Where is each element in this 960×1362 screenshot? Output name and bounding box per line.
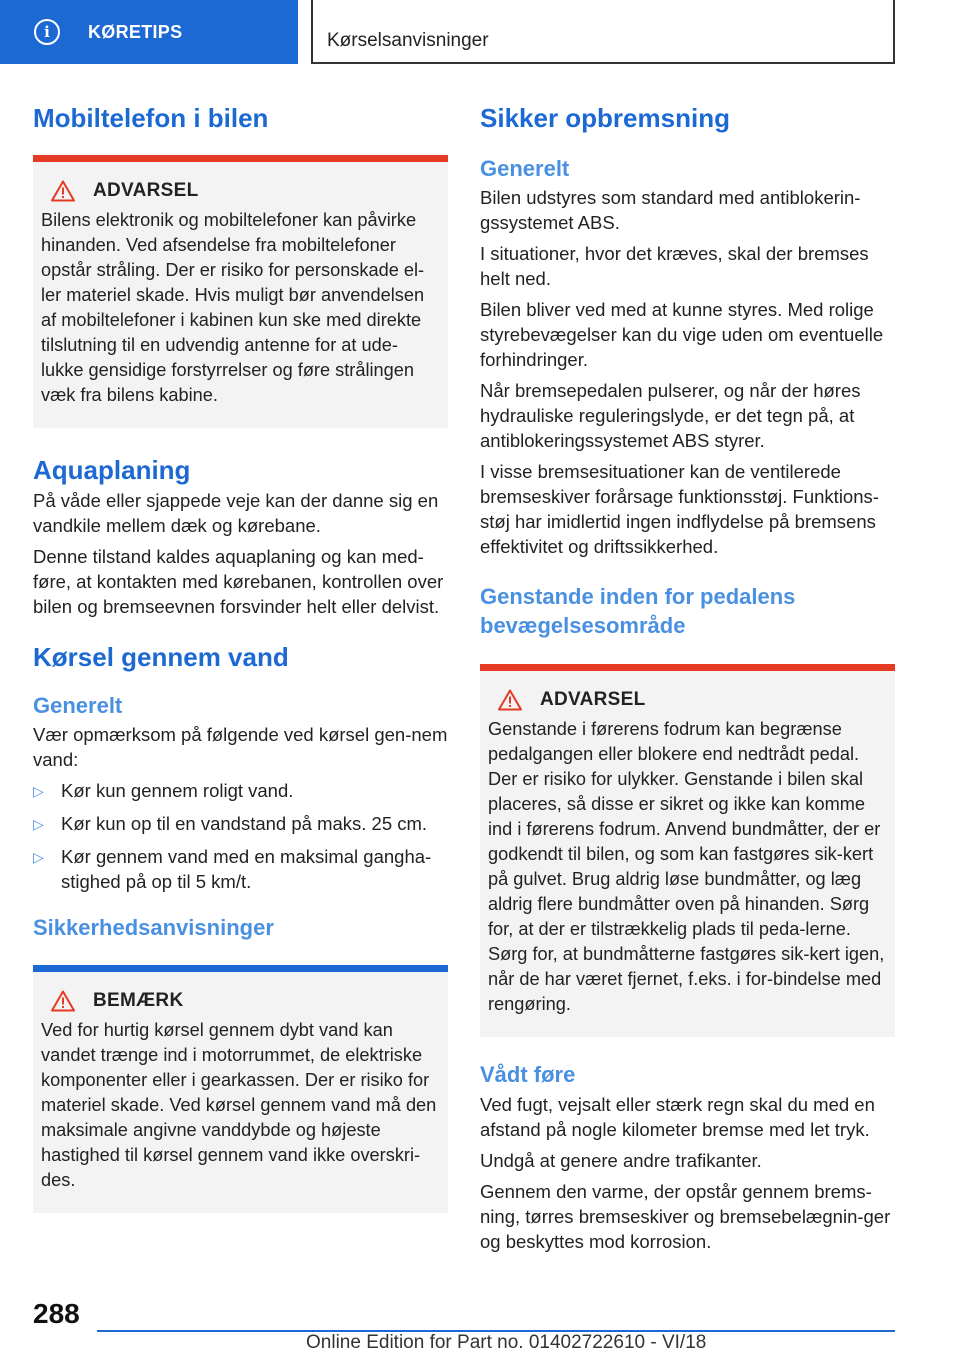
water-intro: Vær opmærksom på følgende ved kørsel gen-nem vand: (33, 724, 448, 771)
notice-text: Ved for hurtig kørsel gennem dybt vand kan vandet trænge ind i motorrummet, de elektriske komponenter eller i gearkassen. Der er risiko for materiel skade. Ved kørsel gennem vand må den maksimale angivne vanddybde og højeste hastighed til kørsel gennem vand ikke overskri-des. (41, 1019, 437, 1190)
braking-heading: Sikker opbremsning (480, 103, 730, 133)
braking-paragraph: Når bremsepedalen pulserer, og når der høres hydrauliske reguleringslyde, er det tegn på, at antiblokeringssystemet ABS styrer. (480, 380, 861, 452)
water-heading: Kørsel gennem vand (33, 642, 289, 672)
safety-subheading: Sikkerhedsanvisninger (33, 915, 274, 941)
aquaplaning-paragraph: På våde eller sjappede veje kan der danne sig en vandkile mellem dæk og kørebane. (33, 490, 439, 536)
braking-paragraph: I situationer, hvor det kræves, skal der bremses helt ned. (480, 243, 869, 290)
list-item: ▷ Kør kun op til en vandstand på maks. 25 cm. (33, 811, 448, 836)
warning-box-mobile (33, 155, 448, 428)
chapter-header (311, 0, 895, 64)
warning-triangle-icon (51, 180, 75, 202)
list-item: ▷ Kør kun gennem roligt vand. (33, 778, 448, 803)
water-bullet-list (33, 778, 448, 894)
water-subheading: Generelt (33, 692, 123, 718)
notice-box-water (33, 965, 448, 1213)
section-tab-label: KØRETIPS (88, 21, 183, 42)
aquaplaning-heading: Aquaplaning (33, 454, 191, 485)
aquaplaning-paragraph: Denne tilstand kaldes aquaplaning og kan med-føre, at kontakten med kørebanen, kontrollen over bilen og bremseevnen forsvinder helt eller delvist. (33, 546, 444, 617)
bullet-triangle-icon: ▷ (33, 849, 44, 866)
braking-paragraph: Bilen udstyres som standard med antiblokerin-gssystemet ABS. (480, 187, 861, 234)
mobile-heading: Mobiltelefon i bilen (33, 103, 269, 133)
edition-note: Online Edition for Part no. 01402722610 - VI/18 (306, 1332, 707, 1353)
wet-road-paragraph: Gennem den varme, der opstår gennem brems-ning, tørres bremseskiver og bremsebelægnin-ger og beskyttes mod korrosion. (480, 1180, 891, 1252)
chapter-title: Kørselsanvisninger (327, 30, 489, 51)
bullet-triangle-icon: ▷ (33, 783, 44, 800)
warning-triangle-icon (498, 689, 522, 711)
warning-text: Genstande i førerens fodrum kan begrænse pedalgangen eller blokere end nedtrådt pedal. Der er risiko for ulykker. Genstande i bilen skal placeres, så disse er sikret og ikke kan komme ind i førerens fodrum. Anvend bundmåtter, der er godkendt til bilen, og som kan fastgøres sik-kert på gulvet. Brug aldrig løse bundmåtter, og læg aldrig flere bundmåtter oven på hinanden. Sørg for, at der er tilstrækkelig plads til peda-lerne. Sørg for, at bundmåtterne fastgøres sik-kert igen, når de har været fjernet, f.eks. i for-bindelse med rengøring. (488, 719, 885, 1015)
page-number: 288 (33, 1298, 80, 1329)
right-column (480, 96, 895, 1254)
braking-paragraph: I visse bremsesituationer kan de ventilerede bremseskiver forårsage funktionsstøj. Funktions-støj har imidlertid ingen indflydelse på bremsens effektivitet og driftssikkerhed. (480, 461, 879, 558)
wet-road-subheading: Vådt føre (480, 1062, 576, 1088)
left-column (33, 96, 448, 1213)
wet-road-paragraph: Ved fugt, vejsalt eller stærk regn skal du med en afstand på nogle kilometer bremse med let tryk. (480, 1093, 875, 1140)
list-item: ▷ Kør gennem vand med en maksimal gangha-stighed på op til 5 km/t. (33, 846, 432, 893)
braking-subheading: Generelt (480, 155, 570, 181)
warning-title: ADVARSEL (93, 179, 199, 201)
warning-box-pedal (480, 664, 895, 1037)
warning-triangle-icon (51, 990, 75, 1012)
pedal-subheading: Genstande inden for pedalens bevægelsesområde (480, 584, 796, 638)
bullet-triangle-icon: ▷ (33, 816, 44, 833)
warning-title: ADVARSEL (540, 689, 646, 711)
section-tab[interactable] (0, 0, 298, 64)
info-icon: i (34, 19, 60, 45)
wet-road-paragraph: Undgå at genere andre trafikanter. (480, 1149, 762, 1171)
braking-paragraph: Bilen bliver ved med at kunne styres. Med rolige styrebevægelser kan du vige uden om eventuelle forhindringer. (480, 299, 884, 371)
notice-title: BEMÆRK (93, 989, 184, 1011)
warning-text: Bilens elektronik og mobiltelefoner kan påvirke hinanden. Ved afsendelse fra mobiltelefoner opstår stråling. Der er risiko for personskade el-ler materiel skade. Hvis muligt bør anvendelsen af mobiltelefoner i kabinen kun ske med direkte tilslutning til en udvendig antenne for at ude-lukke gensidige forstyrrelser og føre strålingen væk fra bilens kabine. (41, 209, 425, 405)
